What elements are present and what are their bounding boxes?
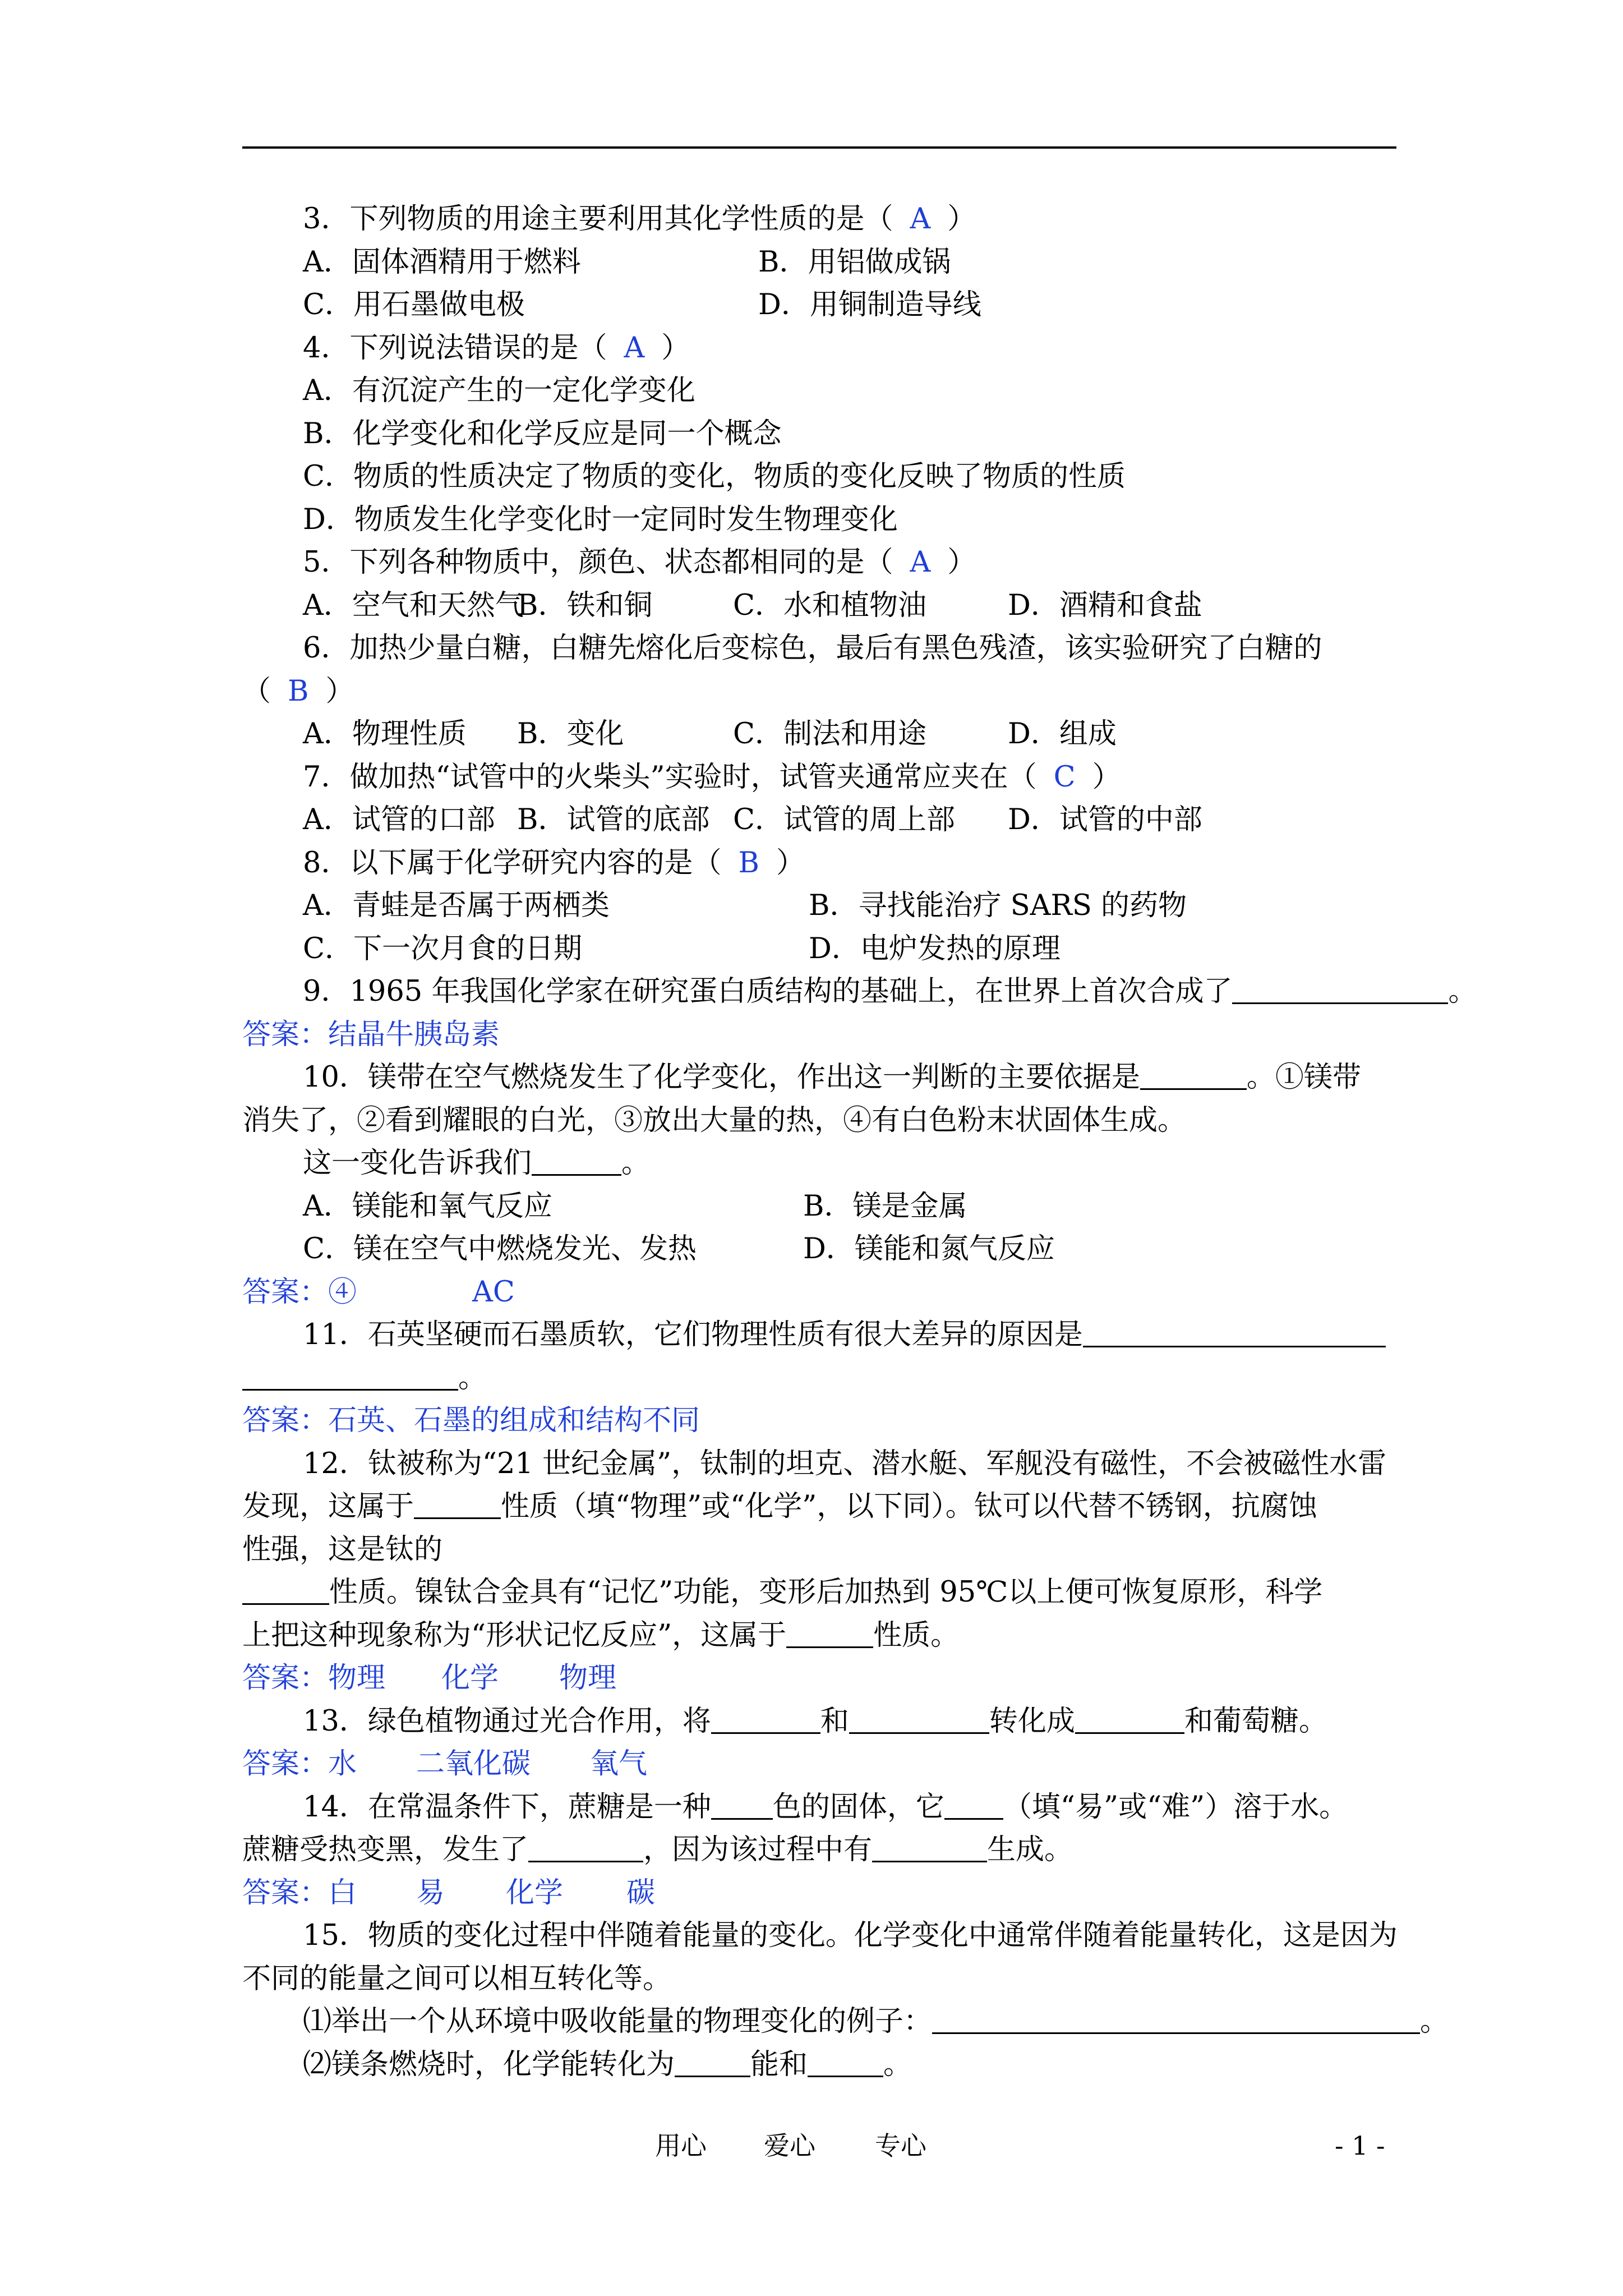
question-9-stem: 9．1965 年我国化学家在研究蛋白质结构的基础上，在世界上首次合成了 。 [242,970,1454,1014]
question-12-line-5: 上把这种现象称为“形状记忆反应”，这属于 性质。 [242,1614,1454,1658]
footer-item: 专心 [875,2131,926,2161]
answer-blank [808,2046,883,2077]
question-10-subquestion: 这一变化告诉我们 。 [242,1142,1454,1185]
question-15-sub-1: ⑴举出一个从环境中吸收能量的物理变化的例子： 。 [242,2000,1454,2044]
document-body [242,198,1477,2086]
question-6-stem: 6．加热少量白糖，白糖先熔化后变棕色，最后有黑色残渣，该实验研究了白糖的 [303,632,1322,665]
question-4-option-b: B．化学变化和化学反应是同一个概念 [303,417,782,450]
answer-blank [414,1488,501,1519]
answer-blank [1232,973,1448,1004]
question-7-stem: 7．做加热“试管中的火柴头”实验时，试管夹通常应夹在（ C ） [303,760,1121,794]
question-10-stem: 10．镁带在空气燃烧发生了化学变化，作出这一判断的主要依据是 。①镁带 [242,1056,1454,1099]
question-5-stem: 5．下列各种物质中，颜色、状态都相同的是（ A ） [303,546,976,579]
question-14-answer: 答案：白 易 化学 碳 [242,1876,656,1910]
question-12-answer: 答案：物理 化学 物理 [242,1662,617,1695]
answer-blank [528,1832,643,1862]
question-6-options: A．物理性质 B．变化 C．制法和用途 D．组成 [303,717,1117,751]
question-7-options: A．试管的口部 B．试管的底部 C．试管的周上部 D．试管的中部 [303,803,1202,836]
answer-4: A [624,331,645,365]
answer-blank [242,1360,458,1391]
question-12-line-4: 性质。镍钛合金具有“记忆”功能，变形后加热到 95℃以上便可恢复原形，科学 [242,1571,1454,1614]
answer-5: A [910,546,931,579]
question-11-stem: 11．石英坚硬而石墨质软，它们物理性质有很大差异的原因是 [242,1314,1454,1357]
answer-blank [711,1703,820,1734]
question-9-answer: 答案：结晶牛胰岛素 [242,1018,500,1051]
question-3-options-ab: A．固体酒精用于燃料 B．用铝做成锅 [303,245,951,279]
answer-6: B [288,674,309,708]
answer-blank [675,2046,750,2077]
question-5-options: A．空气和天然气 B．铁和铜 C．水和植物油 D．酒精和食盐 [303,588,1202,622]
footer-item: 爱心 [764,2131,815,2161]
answer-blank [786,1617,873,1648]
answer-blank [1140,1059,1247,1090]
question-12-line-2: 发现，这属于 性质（填“物理”或“化学”，以下同）。钛可以代替不锈钢，抗腐蚀 [242,1485,1454,1529]
question-10-options-ab: A．镁能和氧气反应 B．镁是金属 [303,1189,967,1223]
question-3-stem: 3．下列物质的用途主要利用其化学性质的是（ A ） [303,203,976,236]
answer-blank [849,1703,989,1734]
question-12-line-1: 12．钛被称为“21 世纪金属”，钛制的坦克、潜水艇、军舰没有磁性，不会被磁性水雷 [303,1447,1387,1480]
answer-blank [944,1789,1003,1820]
question-13-stem: 13．绿色植物通过光合作用，将 和 转化成 和葡萄糖。 [242,1700,1454,1743]
question-15-line-1: 15．物质的变化过程中伴随着能量的变化。化学变化中通常伴随着能量转化，这是因为 [303,1919,1398,1952]
question-14-line-2: 蔗糖受热变黑，发生了 ，因为该过程中有 生成。 [242,1829,1454,1872]
answer-3: A [910,203,931,236]
question-4-option-d: D．物质发生化学变化时一定同时发生物理变化 [303,503,898,536]
answer-7: C [1053,760,1076,794]
question-8-options-cd: C．下一次月食的日期 D．电炉发热的原理 [303,932,1061,965]
question-11-answer: 答案：石英、石墨的组成和结构不同 [242,1404,700,1437]
question-10-options-cd: C．镁在空气中燃烧发光、发热 D．镁能和氮气反应 [303,1232,1055,1266]
answer-blank [1075,1703,1184,1734]
answer-blank [932,2003,1420,2034]
answer-blank [1083,1317,1386,1347]
question-12-line-3: 性强，这是钛的 [242,1533,443,1566]
question-13-answer: 答案：水 二氧化碳 氧气 [242,1747,648,1780]
question-15-sub-2: ⑵镁条燃烧时，化学能转化为 能和 。 [242,2044,1454,2087]
question-8-options-ab: A．青蛙是否属于两栖类 B．寻找能治疗 SARS 的药物 [303,889,1187,922]
header-rule [242,146,1396,149]
answer-blank [532,1145,621,1176]
answer-8: B [738,846,759,880]
footer-item: 用心 [655,2131,707,2161]
question-8-stem: 8．以下属于化学研究内容的是（ B ） [303,846,805,880]
question-6-paren: （ B ） [242,674,354,708]
question-10-answer: 答案：④ AC [242,1275,515,1309]
question-15-line-2: 不同的能量之间可以相互转化等。 [242,1962,672,1995]
question-11-continuation: 。 [242,1357,1454,1400]
question-3-options-cd: C．用石墨做电极 D．用铜制造导线 [303,288,981,321]
question-4-option-a: A．有沉淀产生的一定化学变化 [303,374,695,407]
question-4-option-c: C．物质的性质决定了物质的变化，物质的变化反映了物质的性质 [303,460,1126,493]
answer-blank [242,1574,329,1605]
answer-blank [872,1832,987,1862]
answer-blank [711,1789,773,1820]
question-14-line-1: 14．在常温条件下，蔗糖是一种 色的固体，它 （填“易”或“难”）溶于水。 [242,1786,1454,1829]
page-number: - 1 - [1335,2131,1385,2161]
question-10-continuation: 消失了，②看到耀眼的白光，③放出大量的热，④有白色粉末状固体生成。 [242,1103,1187,1137]
question-4-stem: 4．下列说法错误的是（ A ） [303,331,690,365]
page-footer [0,2126,1623,2165]
